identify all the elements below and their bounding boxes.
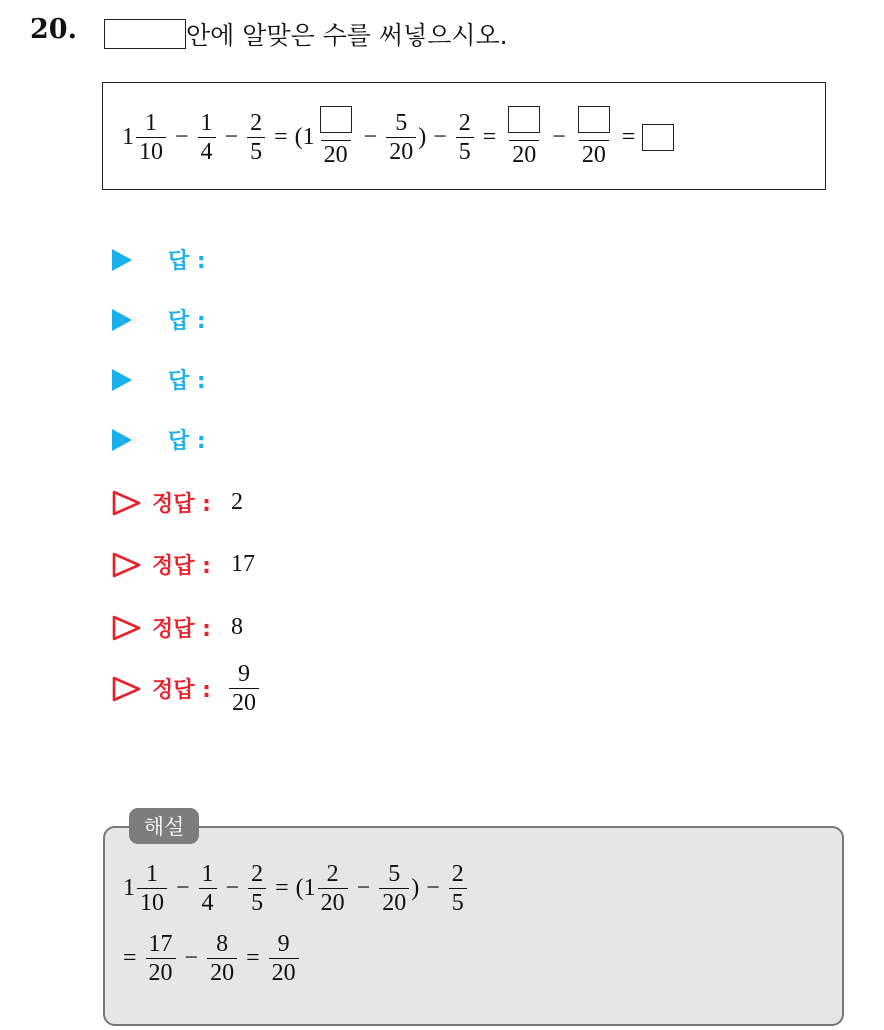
close-paren: ) <box>418 124 427 150</box>
fraction: $\frac{2}{5}$ <box>247 109 265 166</box>
equals-sign: = <box>621 124 636 150</box>
question-instruction <box>104 16 508 52</box>
equals-sign: = <box>275 875 289 901</box>
fraction: $\frac{1}{10}$ <box>137 860 167 917</box>
minus-sign: − <box>176 875 190 901</box>
explanation-tab: 해설 <box>129 808 199 844</box>
explanation-line-2 <box>123 930 301 987</box>
fraction: $\frac{9}{20}$ <box>269 930 299 987</box>
correct-answer-label: 정답 : <box>152 617 211 642</box>
whole-number: 1 <box>122 124 134 150</box>
answer-prompt-row[interactable] <box>112 244 206 275</box>
open-paren: (1 <box>294 124 315 150</box>
answer-blank-box[interactable] <box>104 19 186 49</box>
minus-sign: − <box>433 124 447 150</box>
correct-answer-row <box>112 549 255 580</box>
answer-prompt-label: 답 : <box>168 429 206 454</box>
correct-answer-row <box>112 487 243 518</box>
minus-sign: − <box>552 124 566 150</box>
minus-sign: − <box>363 124 378 150</box>
play-arrow-icon <box>112 369 132 391</box>
outline-triangle-icon <box>112 552 142 578</box>
question-number: 20. <box>30 14 77 45</box>
fraction: $\frac{5}{20}$ <box>379 860 409 917</box>
fraction: $\frac{2}{5}$ <box>449 860 467 917</box>
fraction: $\frac{2}{5}$ <box>248 860 266 917</box>
fraction-blank-numerator: 20 <box>317 106 355 169</box>
answer-prompt-label: 답 : <box>168 249 206 274</box>
explanation-box <box>103 826 844 1026</box>
equals-sign: = <box>482 124 497 150</box>
outline-triangle-icon <box>112 676 142 702</box>
outline-triangle-icon <box>112 490 142 516</box>
correct-answer-label: 정답 : <box>152 678 211 703</box>
fraction: $\frac{5}{20}$ <box>386 109 416 166</box>
fraction: $\frac{1}{10}$ <box>136 109 166 166</box>
minus-sign: − <box>175 124 189 150</box>
equals-sign: = <box>123 945 137 971</box>
fraction-blank-numerator: 20 <box>575 106 613 169</box>
blank-box-3[interactable] <box>578 106 610 133</box>
fraction-blank-numerator: 20 <box>505 106 543 169</box>
correct-answer-row <box>112 660 261 717</box>
fraction: $\frac{2}{20}$ <box>318 860 348 917</box>
fraction: $\frac{1}{4}$ <box>199 860 217 917</box>
correct-answer-fraction <box>227 660 261 717</box>
fraction: $\frac{1}{4}$ <box>198 109 216 166</box>
answer-prompt-row[interactable] <box>112 364 206 395</box>
equals-sign: = <box>274 124 288 150</box>
play-arrow-icon <box>112 429 132 451</box>
correct-answer-label: 정답 : <box>152 554 211 579</box>
play-arrow-icon <box>112 249 132 271</box>
minus-sign: − <box>356 875 371 901</box>
fraction: $\frac{17}{20}$ <box>146 930 176 987</box>
minus-sign: − <box>426 875 440 901</box>
correct-answer-row <box>112 612 243 643</box>
fraction: $\frac{8}{20}$ <box>207 930 237 987</box>
instruction-text: 안에 알맞은 수를 써넣으시오. <box>186 21 508 50</box>
answer-prompt-label: 답 : <box>168 309 206 334</box>
whole-number: 1 <box>123 875 135 901</box>
open-paren: (1 <box>295 875 316 901</box>
correct-answer-value: 8 <box>230 614 243 640</box>
fraction: $\frac{2}{5}$ <box>456 109 474 166</box>
minus-sign: − <box>184 945 199 971</box>
minus-sign: − <box>225 875 240 901</box>
question-equation <box>122 106 674 169</box>
correct-answer-value: 17 <box>230 551 255 577</box>
answer-prompt-row[interactable] <box>112 424 206 455</box>
play-arrow-icon <box>112 309 132 331</box>
correct-answer-value: 2 <box>230 489 243 515</box>
close-paren: ) <box>411 875 420 901</box>
equals-sign: = <box>246 945 260 971</box>
blank-box-1[interactable] <box>320 106 352 133</box>
answer-prompt-row[interactable] <box>112 304 206 335</box>
correct-answer-label: 정답 : <box>152 492 211 517</box>
blank-box-2[interactable] <box>508 106 540 133</box>
blank-box-4[interactable] <box>642 124 674 151</box>
explanation-line-1 <box>123 860 469 917</box>
answer-prompt-label: 답 : <box>168 369 206 394</box>
minus-sign: − <box>224 124 239 150</box>
fraction: $\frac{9}{20}$ <box>229 660 259 717</box>
outline-triangle-icon <box>112 615 142 641</box>
